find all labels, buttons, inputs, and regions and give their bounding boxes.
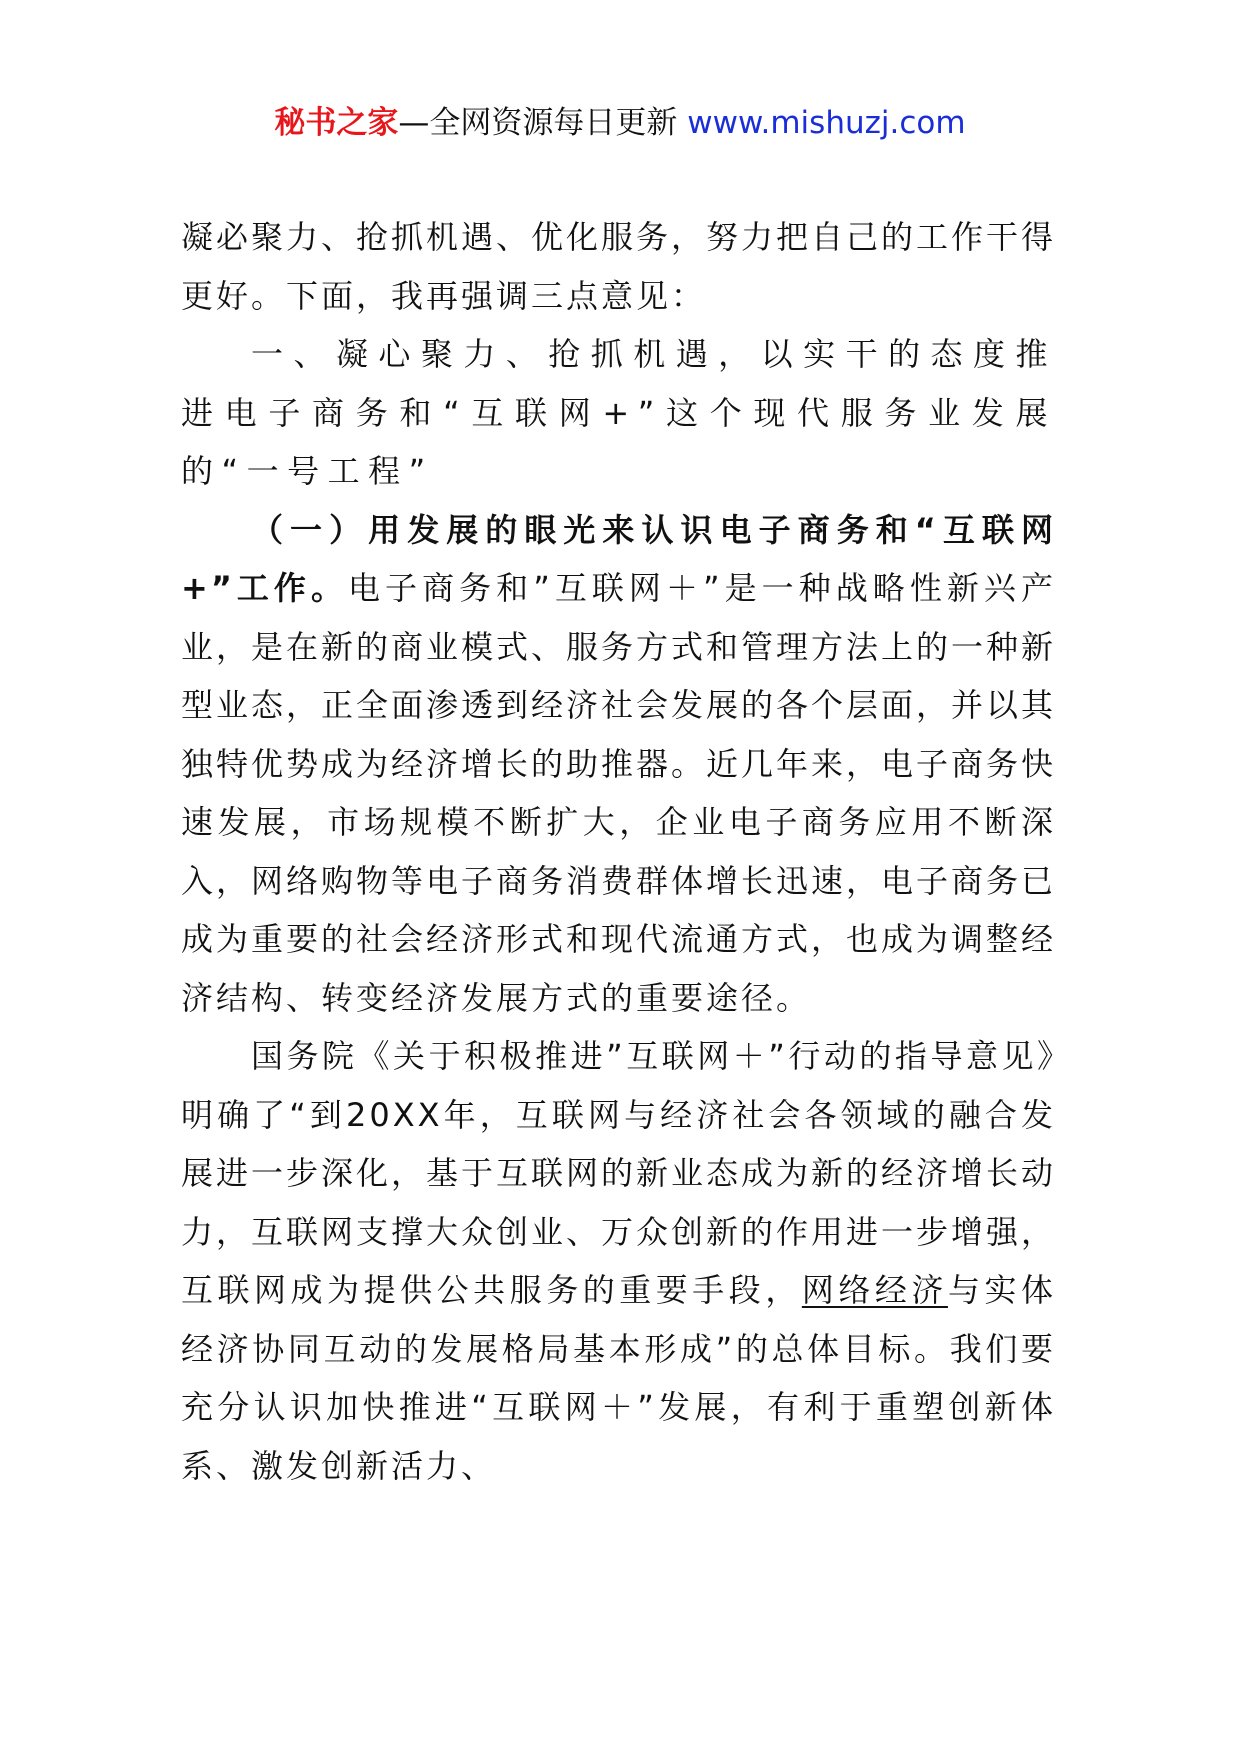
subsection-paragraph xyxy=(181,501,1056,1028)
section-heading: 一、凝心聚力、抢抓机遇，以实干的态度推进电子商务和“互联网+”这个现代服务业发展的“一号工程” xyxy=(181,335,1056,490)
site-url-link[interactable]: www.mishuzj.com xyxy=(687,105,966,141)
network-economy-link[interactable]: 网络经济 xyxy=(801,1271,948,1309)
page-header xyxy=(0,100,1240,146)
policy-text-after: 与实体经济协同互动的发展格局基本形成”的总体目标。我们要充分认识加快推进“互联网＋”发展，有利于重塑创新体系、激发创新活力、 xyxy=(181,1271,1056,1485)
subsection-title: （一）用发展的眼光来认识电子商务和“互联网+”工作。 xyxy=(181,510,1056,607)
policy-text-before: 国务院《关于积极推进”互联网＋”行动的指导意见》明确了“到20XX年，互联网与经济社会各领域的融合发展进一步深化，基于互联网的新业态成为新的经济增长动力，互联网支撑大众创业、万众创新的作用进一步增强，互联网成为提供公共服务的重要手段， xyxy=(181,1037,1057,1309)
document-body xyxy=(181,208,1056,1495)
header-tagline: —全网资源每日更新 xyxy=(398,105,688,141)
intro-paragraph: 凝必聚力、抢抓机遇、优化服务，努力把自己的工作干得更好。下面，我再强调三点意见： xyxy=(181,218,1057,315)
subsection-body: 电子商务和”互联网＋”是一种战略性新兴产业，是在新的商业模式、服务方式和管理方法上的一种新型业态，正全面渗透到经济社会发展的各个层面，并以其独特优势成为经济增长的助推器。近几年来，电子商务快速发展，市场规模不断扩大，企业电子商务应用不断深入，网络购物等电子商务消费群体增长迅速，电子商务已成为重要的社会经济形式和现代流通方式，也成为调整经济结构、转变经济发展方式的重要途径。 xyxy=(181,569,1057,1017)
brand-name: 秘书之家 xyxy=(274,105,399,141)
policy-paragraph xyxy=(181,1027,1056,1495)
